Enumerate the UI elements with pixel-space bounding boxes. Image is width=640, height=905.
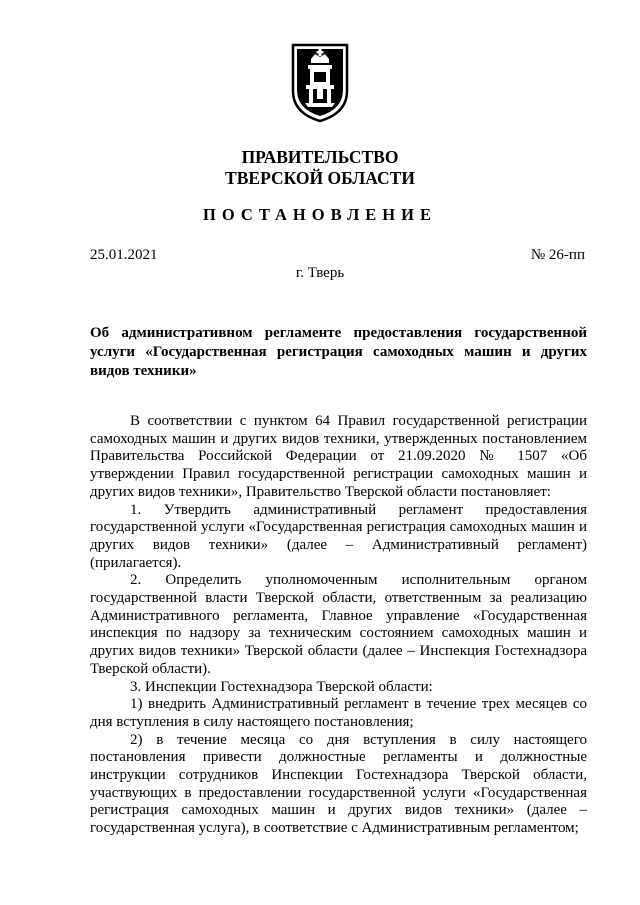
document-body — [90, 413, 587, 838]
organization-name-line2: ТВЕРСКОЙ ОБЛАСТИ — [225, 168, 415, 188]
paragraph-item-3: 3. Инспекции Гостехнадзора Тверской области: — [130, 678, 433, 695]
organization-name-line1: ПРАВИТЕЛЬСТВО — [241, 147, 399, 167]
paragraph-item-1: 1. Утвердить административный регламент предоставления государственной услуги «Государственная регистрация самоходных машин и других видов техники» (далее – Административный регламент) (прилагается). — [90, 501, 587, 571]
paragraph-preamble: В соответствии с пунктом 64 Правил государственной регистрации самоходных машин и других видов техники, утвержденных постановлением Правительства Российской Федерации от 21.09.2020 № 1507 «Об утверждении Правил государственной регистрации самоходных машин и других видов техники», Правительство Тверской области постановляет: — [90, 413, 587, 500]
paragraph-item-2: 2. Определить уполномоченным исполнительным органом государственной власти Тверской области, ответственным за реализацию Административного регламента, Главное управление «Государственная инспекция по надзору за техническим состоянием самоходных машин и других видов техники» Тверской области (далее – Инспекция Гостехнадзора Тверской области). — [90, 572, 587, 677]
document-type: ПОСТАНОВЛЕНИЕ — [203, 205, 437, 224]
document-title: Об административном регламенте предоставления государственной услуги «Государственная регистрация самоходных машин и других видов техники» — [90, 325, 587, 379]
tver-coat-of-arms-icon — [291, 41, 349, 123]
document-date: 25.01.2021 — [90, 247, 158, 263]
document-city: г. Тверь — [295, 265, 345, 281]
paragraph-subitem-2: 2) в течение месяца со дня вступления в силу настоящего постановления привести должностные регламенты и должностные инструкции сотрудников Инспекции Гостехнадзора Тверской области, участвующих в предоставлении государственной услуги «Государственная регистрация самоходных машин и других видов техники» (далее – государственная услуга), в соответствие с Административным регламентом; — [90, 731, 587, 837]
paragraph-subitem-1: 1) внедрить Административный регламент в течение трех месяцев со дня вступления в силу настоящего постановления; — [90, 696, 587, 730]
document-number: № 26-пп — [530, 247, 585, 263]
